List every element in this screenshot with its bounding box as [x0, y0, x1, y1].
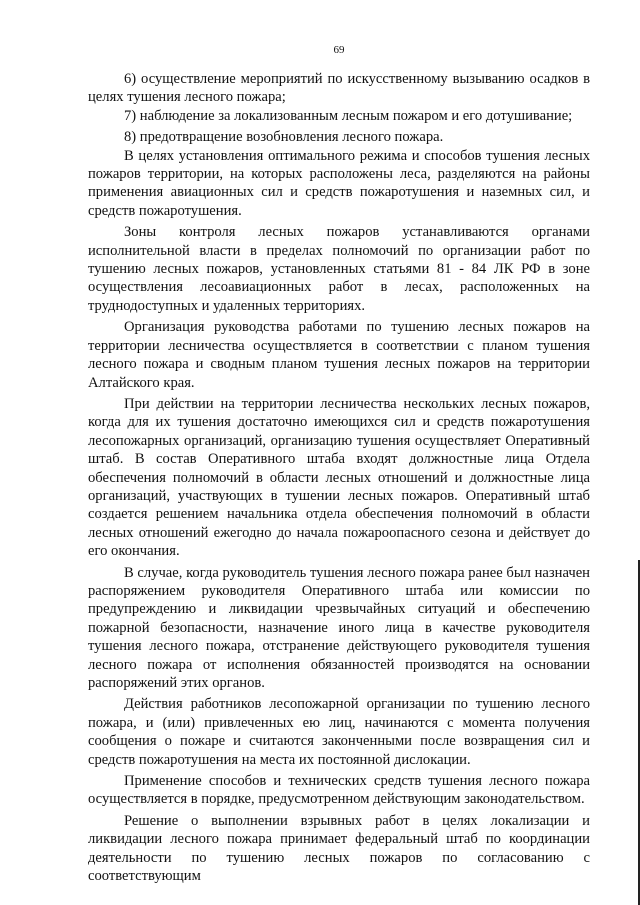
paragraph-technical-means: Применение способов и технических средств тушения лесного пожара осуществляется в порядке, предусмотренном действующим законодательством. [88, 773, 590, 808]
paragraph-operational-staff: При действии на территории лесничества нескольких лесных пожаров, когда для их тушения достаточно имеющихся сил и средств пожаротушения лесопожарных организаций, организацию тушения осуществляет Оперативный штаб. В состав Оперативного штаба входят должностные лица Отдела обеспечения полномочий в области лесных отношений и должностные лица организаций, участвующих в тушении лесных пожаров. Оперативный штаб создается решением начальника отдела обеспечения полномочий в области лесных отношений ежегодно до начала пожароопасного сезона и действует до его окончания. [88, 395, 590, 560]
paragraph-blasting-decision: Решение о выполнении взрывных работ в целях локализации и ликвидации лесного пожара принимает федеральный штаб по координации деятельности по тушению лесных пожаров по согласованию с соответствующим [88, 812, 590, 885]
paragraph-management-organization: Организация руководства работами по тушению лесных пожаров на территории лесничества осуществляется в соответствии с планом тушения лесного пожара и сводным планом тушения лесных пожаров на территории Алтайского края. [88, 319, 590, 391]
paragraph-item-7: 7) наблюдение за локализованным лесным пожаром и его дотушивание; [124, 107, 573, 124]
page-number: 69 [333, 44, 345, 56]
paragraph-workers-actions: Действия работников лесопожарной организации по тушению лесного пожара, и (или) привлеченных ею лиц, начинаются с момента получения сообщения о пожаре и считаются законченными после возвращения сил и средств пожаротушения на места их постоянной дислокации. [88, 696, 590, 768]
paragraph-leader-appointment: В случае, когда руководитель тушения лесного пожара ранее был назначен распоряжением руководителя Оперативного штаба или комиссии по предупреждению и ликвидации чрезвычайных ситуаций и обеспечению пожарной безопасности, назначение иного лица в качестве руководителя тушения лесного пожара, отстранение действующего руководителя тушения лесного пожара от исполнения обязанностей производятся на основании распоряжений этих органов. [88, 564, 590, 691]
paragraph-control-zones: Зоны контроля лесных пожаров устанавливаются органами исполнительной власти в пределах полномочий по организации работ по тушению лесных пожаров, установленных статьями 81 - 84 ЛК РФ в зоне осуществления лесоавиационных работ в лесах, расположенных на труднодоступных и удаленных территориях. [88, 224, 590, 314]
paragraph-fire-zones: В целях установления оптимального режима и способов тушения лесных пожаров территории, на которых расположены леса, разделяются на районы применения авиационных сил и средств пожаротушения и наземных сил, и средств пожаротушения. [88, 147, 590, 219]
paragraph-item-6: 6) осуществление мероприятий по искусственному вызыванию осадков в целях тушения лесного пожара; [88, 71, 590, 106]
paragraph-item-8: 8) предотвращение возобновления лесного пожара. [124, 129, 444, 146]
